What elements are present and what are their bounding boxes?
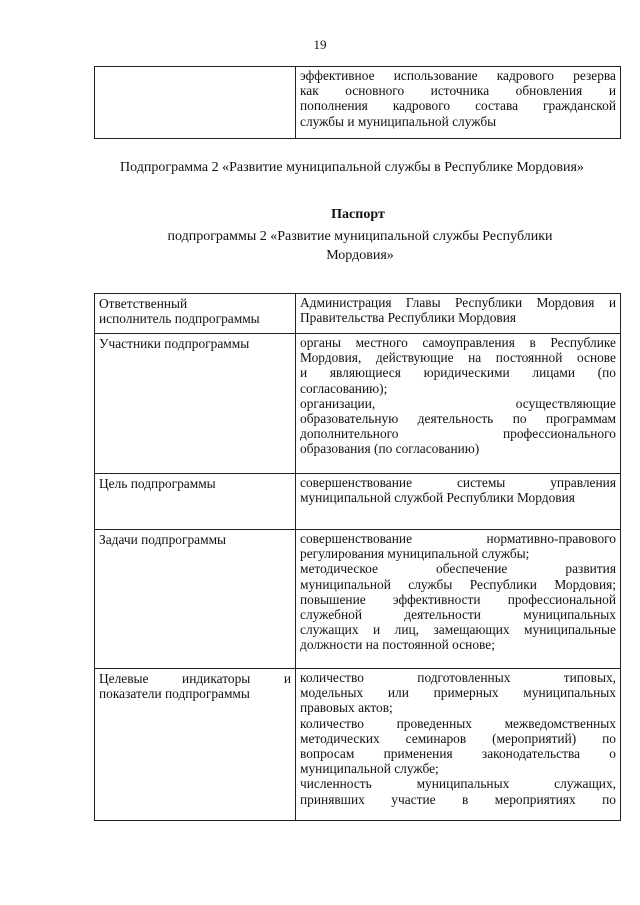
- table-row: [95, 669, 621, 821]
- row-label-cell: [95, 474, 296, 530]
- text-line: как основного источника обновления и: [300, 83, 616, 99]
- text-line: Администрация Главы Республики Мордовия и: [300, 295, 616, 310]
- text-line: повышение эффективности профессиональной: [300, 591, 616, 607]
- text-line: совершенствование системы управления: [300, 475, 616, 490]
- row-value-cell: [296, 530, 621, 669]
- text-line: методическое обеспечение развития: [300, 561, 616, 577]
- text-line: должности на постоянной основе;: [300, 637, 495, 653]
- text-line: количество подготовленных типовых,: [300, 670, 616, 685]
- text-line: образовательную деятельность по программам: [300, 411, 616, 427]
- text-line: совершенствование нормативно-правового: [300, 531, 616, 546]
- label-line: Задачи подпрограммы: [99, 532, 227, 547]
- text-line: организации, осуществляющие: [300, 395, 616, 411]
- text-line: количество проведенных межведомственных: [300, 715, 616, 731]
- label-line: исполнитель подпрограммы: [99, 311, 260, 327]
- text-line: численность муниципальных служащих,: [300, 776, 616, 792]
- text-line: службы и муниципальной службы: [300, 113, 497, 129]
- text-line: принявших участие в мероприятиях по: [300, 791, 616, 807]
- row-value-cell: [296, 669, 621, 821]
- text-line: вопросам применения законодательства о: [300, 746, 616, 762]
- row-value-cell: [296, 474, 621, 530]
- text-line: регулирования муниципальной службы;: [300, 546, 530, 562]
- text-line: Правительства Республики Мордовия: [300, 310, 517, 326]
- label-line: показатели подпрограммы: [99, 686, 250, 702]
- row-value-cell: [296, 334, 621, 474]
- label-line: Ответственный: [99, 296, 188, 311]
- text-line: и являющиеся юридическими лицами (по: [300, 365, 616, 381]
- text-line: служебной деятельности муниципальных: [300, 607, 616, 623]
- text-line: дополнительного профессионального: [300, 426, 616, 442]
- page-number: 19: [313, 37, 327, 52]
- text-line: эффективное использование кадрового резерва: [300, 68, 616, 83]
- empty-label-cell: [95, 67, 296, 139]
- table-row: [95, 334, 621, 474]
- continuation-cell: [296, 67, 621, 139]
- passport-title: Паспорт: [331, 207, 385, 222]
- passport-subtitle: подпрограммы 2 «Развитие муниципальной службы Республики Мордовия»: [167, 229, 553, 263]
- text-line: служащих и лиц, замещающих муниципальные: [300, 622, 616, 638]
- text-line: согласованию);: [300, 380, 388, 396]
- row-label-cell: [95, 334, 296, 474]
- label-line: Участники подпрограммы: [99, 336, 250, 351]
- row-value-cell: [296, 294, 621, 334]
- table-row: [95, 67, 621, 139]
- text-line: Мордовия, действующие на постоянной основе: [300, 350, 616, 366]
- text-line: образования (по согласованию): [300, 441, 480, 457]
- passport-table: [94, 293, 621, 821]
- row-label-cell: [95, 530, 296, 669]
- table-row: [95, 294, 621, 334]
- row-label-cell: [95, 669, 296, 821]
- text-line: муниципальной службой Республики Мордовия: [300, 490, 575, 506]
- text-line: пополнения кадрового состава гражданской: [300, 98, 616, 114]
- text-line: методических семинаров (мероприятий) по: [300, 730, 616, 746]
- text-line: муниципальной службы Республики Мордовия;: [300, 576, 616, 592]
- text-line: правовых актов;: [300, 700, 393, 716]
- subprogram-heading: Подпрограмма 2 «Развитие муниципальной службы в Республике Мордовия»: [120, 160, 584, 175]
- text-line: муниципальной службе;: [300, 761, 439, 777]
- text-line: органы местного самоуправления в Республике: [300, 335, 616, 350]
- continuation-table: [94, 66, 621, 139]
- table-row: [95, 530, 621, 669]
- label-line: Цель подпрограммы: [99, 476, 216, 491]
- label-line: Целевые индикаторы и: [99, 671, 291, 686]
- table-row: [95, 474, 621, 530]
- row-label-cell: [95, 294, 296, 334]
- text-line: модельных или примерных муниципальных: [300, 685, 616, 701]
